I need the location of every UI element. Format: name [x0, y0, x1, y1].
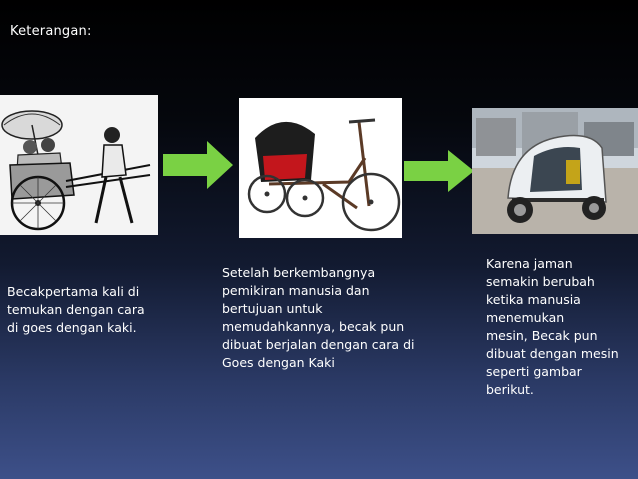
- motor-becak-icon: [472, 108, 638, 234]
- slide-title: Keterangan:: [10, 24, 92, 39]
- arrow-right-icon: [404, 150, 474, 192]
- rickshaw-drawing-icon: [0, 95, 158, 235]
- motor-becak-photo: [472, 108, 638, 234]
- pedal-becak-photo: [239, 98, 402, 238]
- caption-step-3: Karena jaman semakin berubah ketika manusia menemukan mesin, Becak pun dibuat dengan mesin seperti gambar berikut.: [486, 256, 619, 397]
- rickshaw-illustration: [0, 95, 158, 235]
- arrow-right-icon: [163, 141, 233, 189]
- pedal-becak-icon: [239, 98, 402, 238]
- caption-step-1: Becakpertama kali di temukan dengan cara di goes dengan kaki.: [7, 284, 145, 335]
- caption-step-2: Setelah berkembangnya pemikiran manusia dan bertujuan untuk memudahkannya, becak pun dibuat berjalan dengan cara di Goes dengan Kaki: [222, 265, 415, 370]
